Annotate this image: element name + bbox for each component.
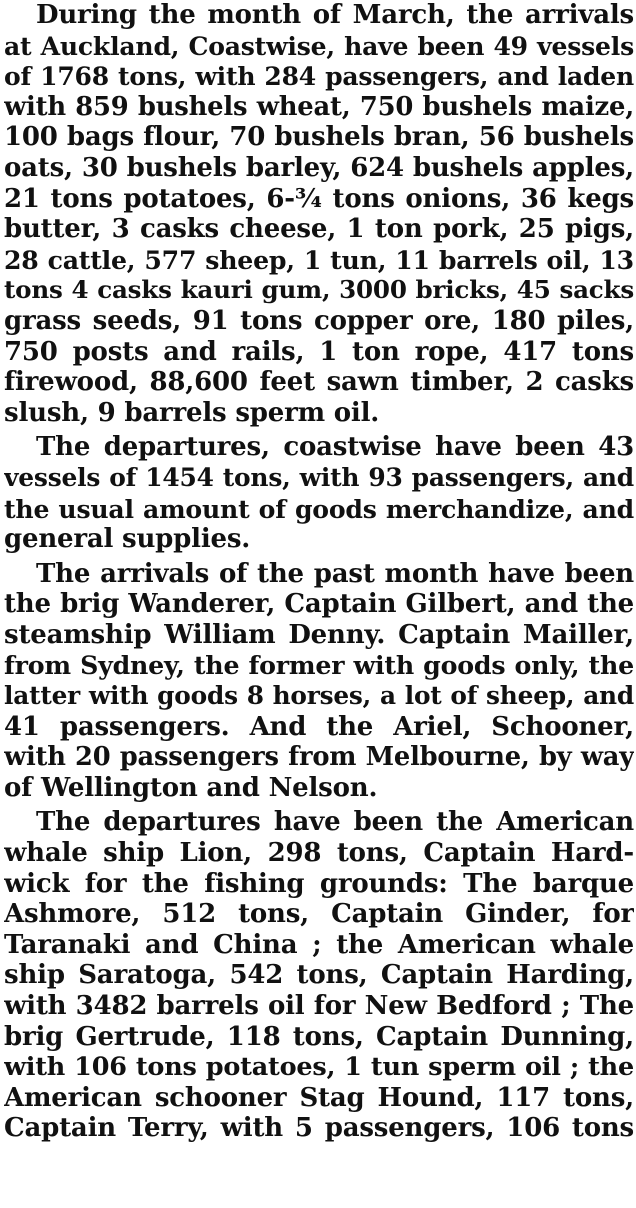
text-line: general supplies. — [4, 524, 251, 555]
text-line: the usual amount of goods merchandize, and — [4, 493, 634, 524]
text-line: Captain Terry, with 5 passengers, 106 tons — [4, 1113, 634, 1144]
text-line: steamship William Denny. Captain Mailler, — [4, 619, 634, 650]
text-line: 750 posts and rails, 1 ton rope, 417 tons — [4, 336, 634, 367]
text-line: with 20 passengers from Melbourne, by way — [4, 742, 634, 773]
text-line: whale ship Lion, 298 tons, Captain Hard- — [4, 838, 634, 869]
text-line: wick for the fishing grounds: The barque — [4, 868, 634, 899]
text-line: slush, 9 barrels sperm oil. — [4, 397, 380, 428]
text-line: with 859 bushels wheat, 750 bushels maize, — [4, 91, 634, 122]
text-line: The arrivals of the past month have been — [36, 558, 634, 589]
text-line: firewood, 88,600 feet sawn timber, 2 casks — [4, 367, 634, 398]
text-line: with 106 tons potatoes, 1 tun sperm oil ; the — [4, 1052, 634, 1083]
text-line: from Sydney, the former with goods only, the — [4, 650, 634, 681]
text-line: Taranaki and China ; the American whale — [4, 929, 634, 960]
text-line: The departures have been the American — [36, 807, 634, 838]
text-line: tons 4 casks kauri gum, 3000 bricks, 45 sacks — [4, 275, 634, 305]
text-line: 21 tons potatoes, 6-¾ tons onions, 36 kegs — [4, 183, 634, 214]
paragraph-foreign-departures — [4, 807, 634, 1144]
text-line: at Auckland, Coastwise, have been 49 vessels — [4, 30, 634, 61]
paragraph-foreign-arrivals — [4, 559, 634, 804]
text-line: latter with goods 8 horses, a lot of sheep, and — [4, 681, 634, 711]
text-line: 41 passengers. And the Ariel, Schooner, — [4, 711, 634, 742]
text-line: vessels of 1454 tons, with 93 passengers, and — [4, 462, 634, 492]
text-line: 28 cattle, 577 sheep, 1 tun, 11 barrels oil, 13 — [4, 244, 634, 275]
text-line: brig Gertrude, 118 tons, Captain Dunning, — [4, 1021, 634, 1052]
article-column — [4, 0, 634, 1148]
paragraph-coastwise-departures — [4, 432, 634, 554]
text-line: butter, 3 casks cheese, 1 ton pork, 25 pigs, — [4, 214, 634, 245]
text-line: During the month of March, the arrivals — [36, 0, 634, 30]
text-line: American schooner Stag Hound, 117 tons, — [4, 1082, 634, 1113]
text-line: Ashmore, 512 tons, Captain Ginder, for — [4, 899, 634, 930]
text-line: of Wellington and Nelson. — [4, 772, 378, 803]
text-line: 100 bags flour, 70 bushels bran, 56 bushels — [4, 122, 634, 153]
text-line: oats, 30 bushels barley, 624 bushels apples, — [4, 152, 634, 183]
text-line: ship Saratoga, 542 tons, Captain Harding, — [4, 960, 634, 991]
text-line: of 1768 tons, with 284 passengers, and laden — [4, 61, 634, 92]
text-line: the brig Wanderer, Captain Gilbert, and the — [4, 589, 634, 620]
paragraph-coastwise-arrivals — [4, 0, 634, 428]
text-line: The departures, coastwise have been 43 — [36, 432, 634, 463]
text-line: with 3482 barrels oil for New Bedford ; The — [4, 991, 634, 1021]
text-line: grass seeds, 91 tons copper ore, 180 piles, — [4, 305, 634, 336]
